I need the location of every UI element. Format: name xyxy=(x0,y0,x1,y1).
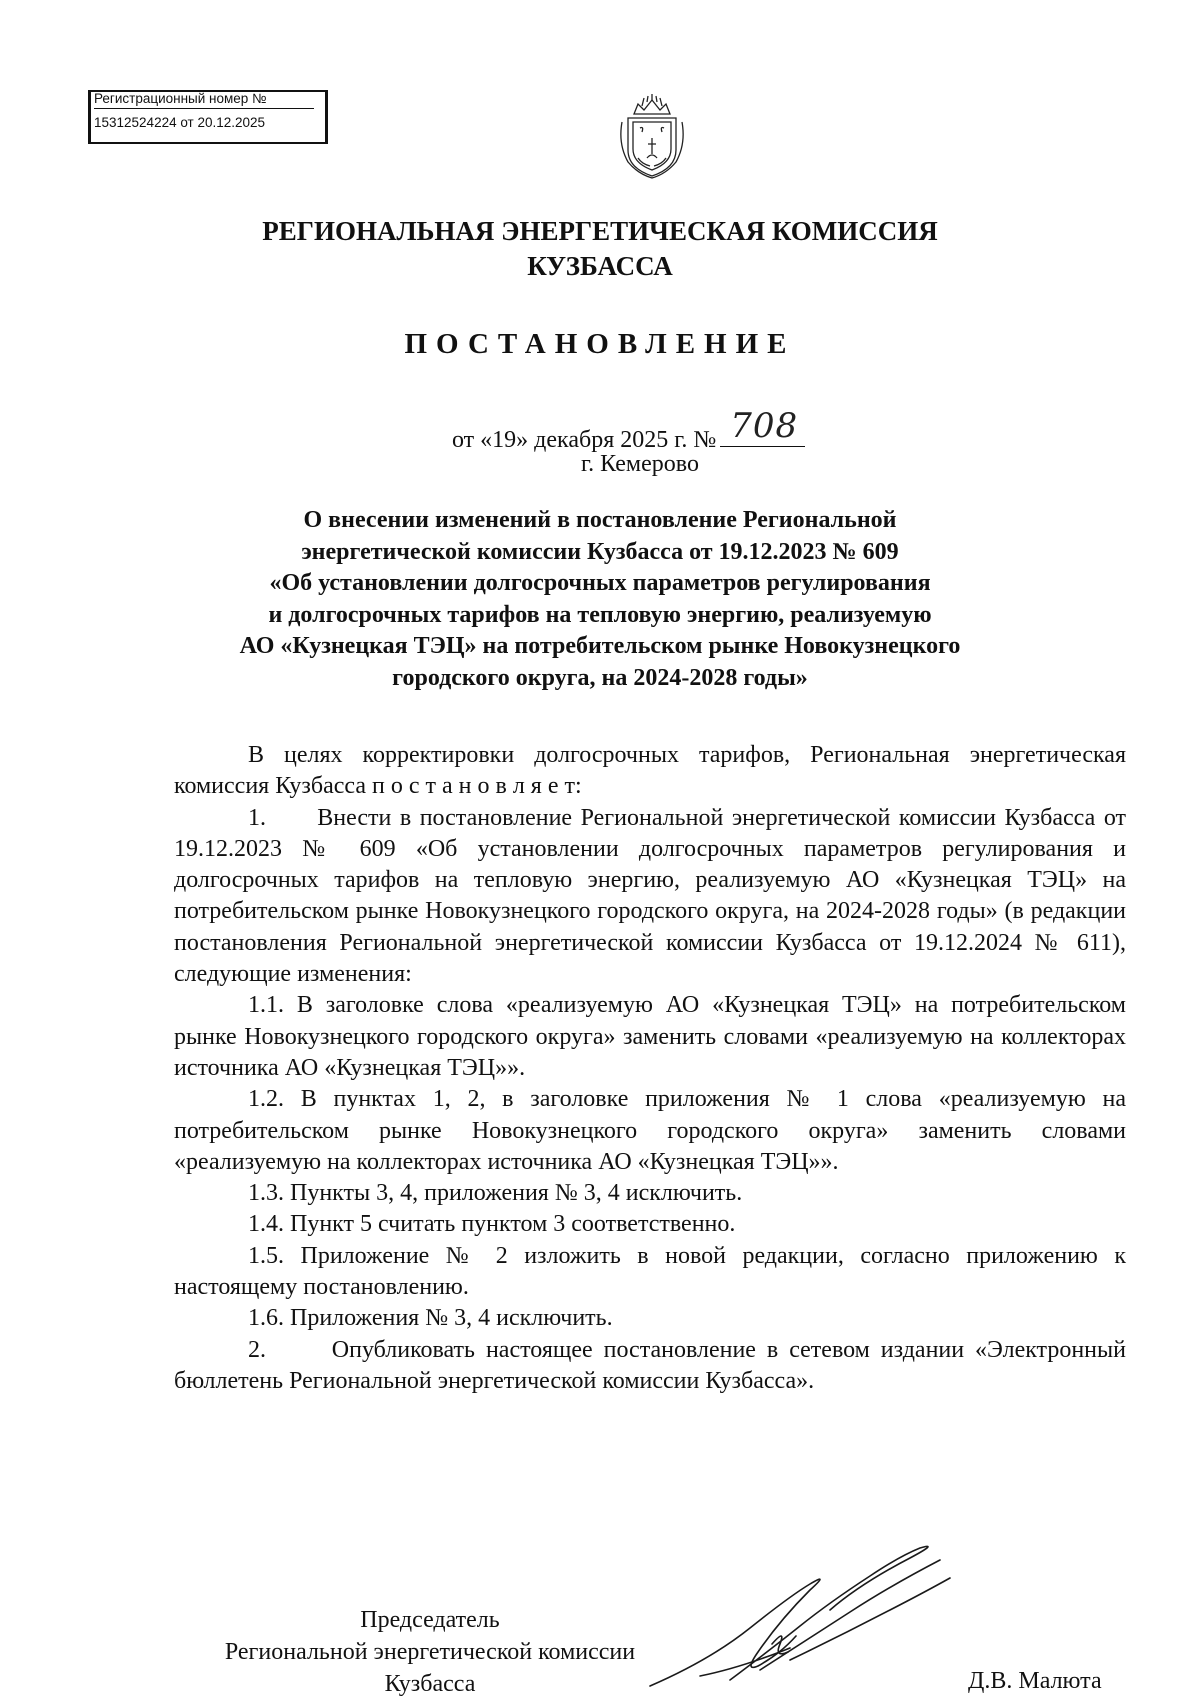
preamble: В целях корректировки долгосрочных тарифов, Региональная энергетическая комиссия Кузбасса п о с т а н о в л я е т: xyxy=(174,742,1126,800)
organization-name xyxy=(0,214,1200,284)
signatory-title-line: Кузбасса xyxy=(384,1671,476,1697)
title-line: АО «Кузнецкая ТЭЦ» на потребительском рынке Новокузнецкого xyxy=(239,633,961,659)
clause-1-3: 1.3. Пункты 3, 4, приложения № 3, 4 исключить. xyxy=(248,1180,743,1207)
coat-of-arms-icon xyxy=(614,92,690,182)
signatory-title-line: Региональной энергетической комиссии xyxy=(224,1639,636,1665)
org-line-2: КУЗБАССА xyxy=(527,251,673,281)
stamp-line-1: Регистрационный номер № xyxy=(94,90,314,109)
signatory-title xyxy=(150,1604,710,1700)
org-line-1: РЕГИОНАЛЬНАЯ ЭНЕРГЕТИЧЕСКАЯ КОМИССИЯ xyxy=(262,216,938,246)
handwritten-number: 708 xyxy=(730,406,799,446)
registration-stamp xyxy=(88,90,328,144)
handwritten-signature xyxy=(640,1540,960,1690)
document-type: ПОСТАНОВЛЕНИЕ xyxy=(404,328,796,360)
title-line: энергетической комиссии Кузбасса от 19.12.2023 № 609 xyxy=(301,538,899,565)
document-body xyxy=(174,740,1126,1397)
clause-1-6: 1.6. Приложения № 3, 4 исключить. xyxy=(248,1305,613,1332)
stamp-line-2: 15312524224 от 20.12.2025 xyxy=(94,115,266,130)
title-line: и долгосрочных тарифов на тепловую энергию, реализуемую xyxy=(268,601,932,628)
number-field xyxy=(720,406,805,447)
clause-2: 2. Опубликовать настоящее постановление в сетевом издании «Электронный бюллетень Региональной энергетической комиссии Кузбасса». xyxy=(174,1336,1126,1394)
date-text: от «19» декабря 2025 г. № xyxy=(452,427,717,453)
title-line: городского округа, на 2024-2028 годы» xyxy=(392,664,808,691)
signatory-name: Д.В. Малюта xyxy=(968,1668,1102,1694)
signatory-title-line: Председатель xyxy=(360,1607,500,1633)
clause-1: 1. Внести в постановление Региональной энергетической комиссии Кузбасса от 19.12.2023 № 609 «Об установлении долгосрочных параметров регулирования и долгосрочных тарифов на тепловую энергию, реализуемую АО «Кузнецкая ТЭЦ» на потребительском рынке Новокузнецкого городского округа, на 2024-2028 годы» (в редакции постановления Региональной энергетической комиссии Кузбасса от 19.12.2024 № 611), следующие изменения: xyxy=(174,804,1126,988)
date-line xyxy=(452,406,805,454)
title-line: О внесении изменений в постановление Региональной xyxy=(303,507,897,533)
clause-1-2: 1.2. В пунктах 1, 2, в заголовке приложения № 1 слова «реализуемую на потребительском рынке Новокузнецкого городского округа» заменить словами «реализуемую на коллекторах источника АО «Кузнецкая ТЭЦ»». xyxy=(174,1086,1126,1175)
document-title xyxy=(190,505,1010,694)
city: г. Кемерово xyxy=(581,451,699,477)
clause-1-1: 1.1. В заголовке слова «реализуемую АО «Кузнецкая ТЭЦ» на потребительском рынке Новокузнецкого городского округа» заменить словами «реализуемую на коллекторах источника АО «Кузнецкая ТЭЦ»». xyxy=(174,992,1126,1081)
clause-1-4: 1.4. Пункт 5 считать пунктом 3 соответственно. xyxy=(248,1211,736,1238)
title-line: «Об установлении долгосрочных параметров регулирования xyxy=(269,570,931,596)
clause-1-5: 1.5. Приложение № 2 изложить в новой редакции, согласно приложению к настоящему постановлению. xyxy=(174,1242,1126,1301)
